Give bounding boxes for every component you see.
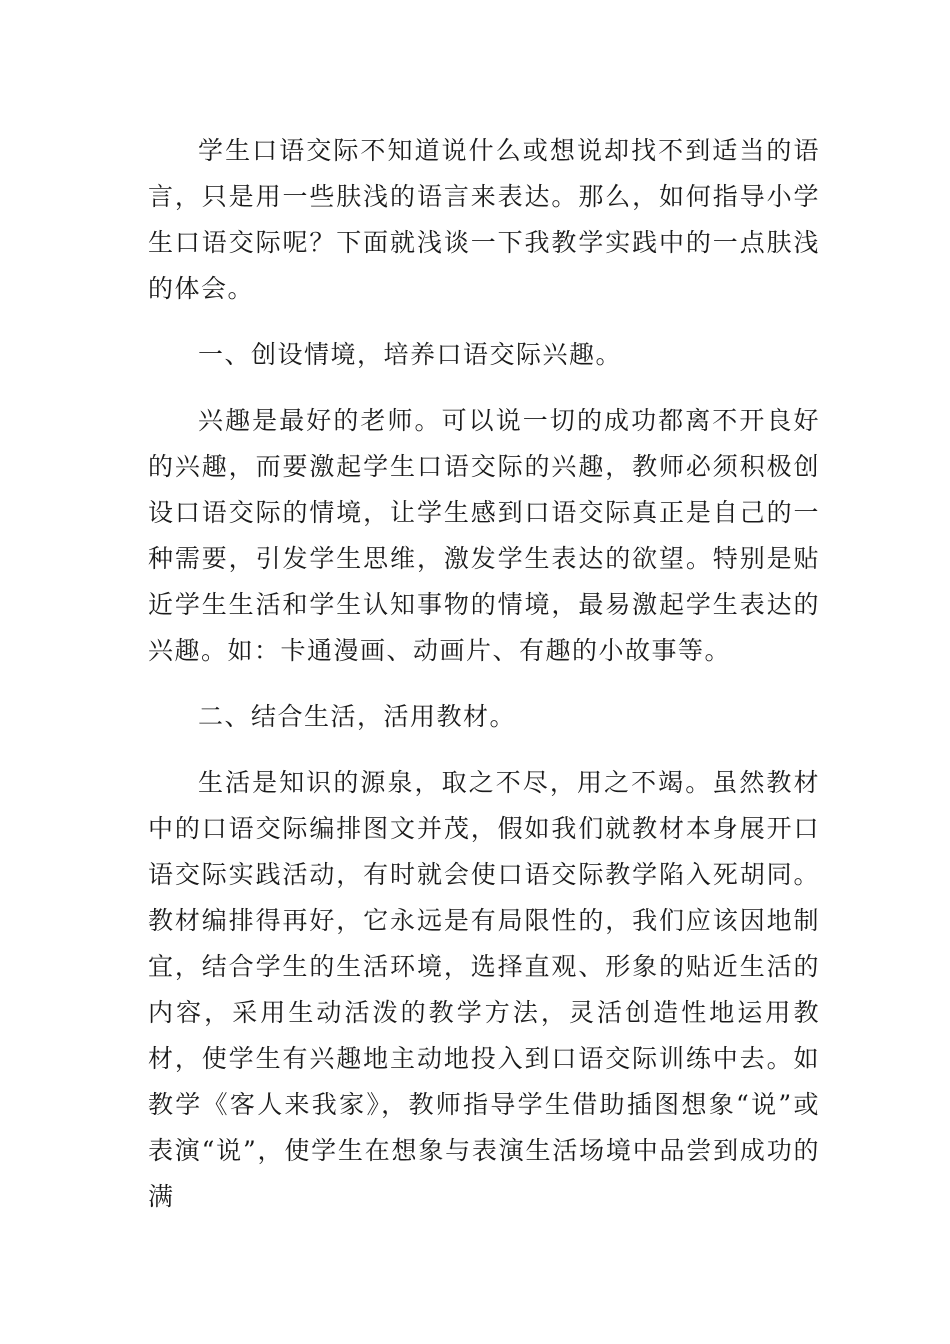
document-body bbox=[148, 128, 820, 1240]
paragraph-section-2: 生活是知识的源泉，取之不尽，用之不竭。虽然教材中的口语交际编排图文并茂，假如我们就教材本身展开口语交际实践活动，有时就会使口语交际教学陷入死胡同。教材编排得再好，它永远是有局限性的，我们应该因地制宜，结合学生的生活环境，选择直观、形象的贴近生活的内容，采用生动活泼的教学方法，灵活创造性地运用教材，使学生有兴趣地主动地投入到口语交际训练中去。如教学《客人来我家》，教师指导学生借助插图想象“说”或表演“说”，使学生在想象与表演生活场境中品尝到成功的满 bbox=[148, 768, 820, 1211]
paragraph-section-1: 兴趣是最好的老师。可以说一切的成功都离不开良好的兴趣，而要激起学生口语交际的兴趣，教师必须积极创设口语交际的情境，让学生感到口语交际真正是自己的一种需要，引发学生思维，激发学生表达的欲望。特别是贴近学生生活和学生认知事物的情境，最易激起学生表达的兴趣。如：卡通漫画、动画片、有趣的小故事等。 bbox=[148, 406, 820, 665]
section-heading-2: 二、结合生活，活用教材。 bbox=[198, 702, 517, 731]
section-heading-1: 一、创设情境，培养口语交际兴趣。 bbox=[198, 340, 623, 369]
paragraph-intro: 学生口语交际不知道说什么或想说却找不到适当的语言，只是用一些肤浅的语言来表达。那么，如何指导小学生口语交际呢？下面就浅谈一下我教学实践中的一点肤浅的体会。 bbox=[148, 136, 820, 303]
